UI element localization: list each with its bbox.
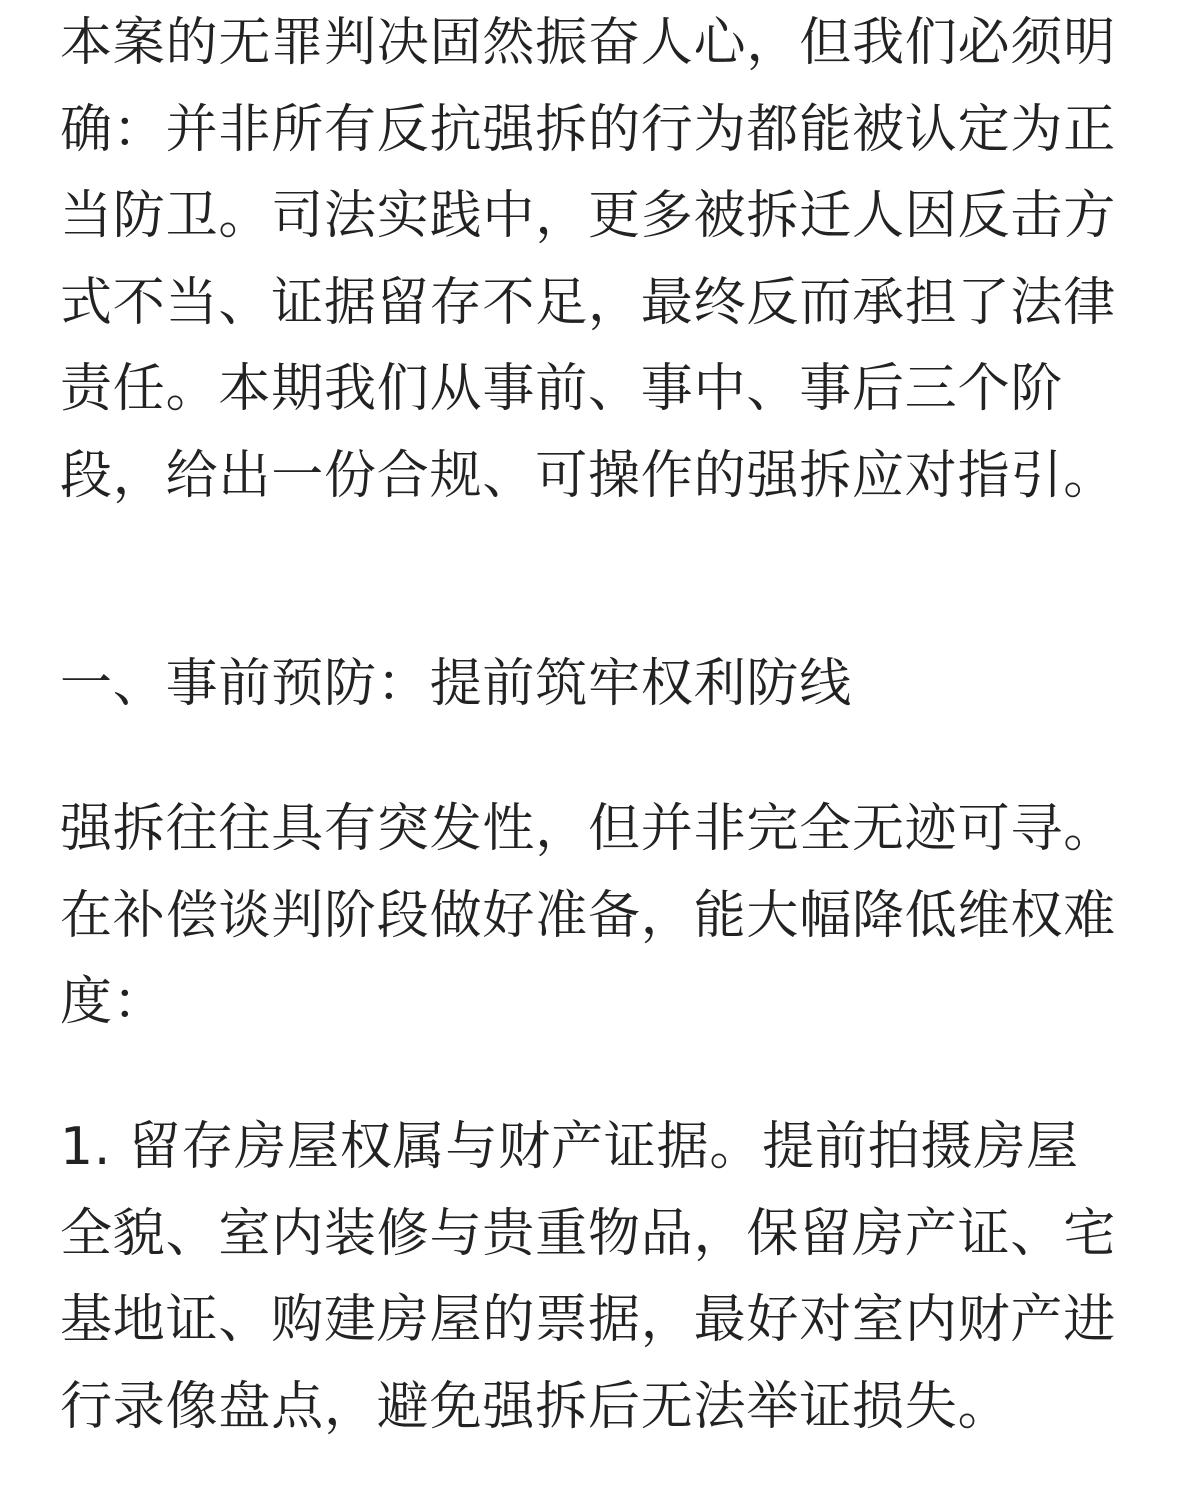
list-item-1: 1. 留存房屋权属与财产证据。提前拍摄房屋全貌、室内装修与贵重物品，保留房产证、宅基地证、购建房屋的票据，最好对室内财产进行录像盘点，避免强拆后无法举证损失。 [60, 1117, 1117, 1437]
section-intro-paragraph: 强拆往往具有突发性，但并非完全无迹可寻。在补偿谈判阶段做好准备，能大幅降低维权难度： [60, 799, 1117, 1032]
section-heading: 一、事前预防：提前筑牢权利防线 [60, 654, 853, 714]
intro-paragraph: 本案的无罪判决固然振奋人心，但我们必须明确：并非所有反抗强拆的行为都能被认定为正当防卫。司法实践中，更多被拆迁人因反击方式不当、证据留存不足，最终反而承担了法律责任。本期我们从事前、事中、事后三个阶段，给出一份合规、可操作的强拆应对指引。 [60, 13, 1117, 506]
